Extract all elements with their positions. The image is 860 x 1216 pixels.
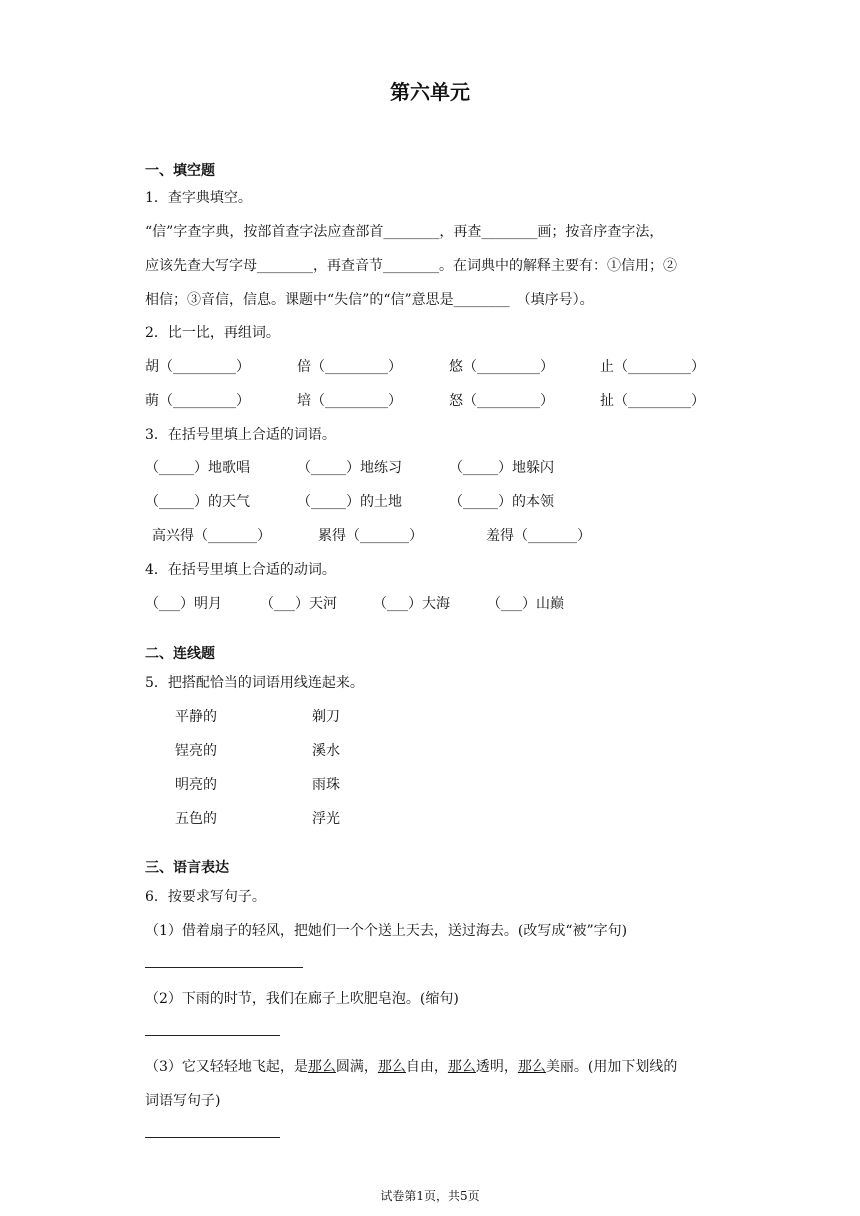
answer-line	[145, 967, 303, 968]
fill-word-item: （_____）地练习	[297, 460, 402, 476]
page-footer: 试卷第1页，共5页	[380, 1189, 480, 1203]
match-left-item: 锃亮的	[175, 743, 217, 759]
question-6-part-1: （1）借着扇子的轻风，把她们一个个送上天去，送过海去。(改写成“被”字句)	[145, 923, 628, 939]
verb-item: （___）大海	[373, 596, 450, 612]
compare-item: 止（_________）	[600, 359, 705, 375]
section-heading-fill-in: 一、填空题	[145, 163, 215, 179]
underlined-word: 那么	[377, 1059, 406, 1075]
underlined-word: 那么	[447, 1059, 476, 1075]
question-1-stem: 1．查字典填空。	[145, 190, 252, 206]
answer-line	[145, 1137, 280, 1138]
fill-word-item: （_____）的土地	[297, 494, 402, 510]
compare-item: 胡（_________）	[145, 359, 250, 375]
fill-word-item: 累得（_______）	[318, 528, 423, 544]
match-right-item: 溪水	[312, 743, 340, 759]
compare-item: 悠（_________）	[449, 359, 554, 375]
question-4-stem: 4．在括号里填上合适的动词。	[145, 562, 336, 578]
fill-word-item: （_____）的本领	[449, 494, 554, 510]
verb-item: （___）山巅	[487, 596, 564, 612]
question-1-line-2: 应该先查大写字母________，再查音节________。在词典中的解释主要有：①信用；②	[145, 258, 677, 274]
fill-word-item: （_____）的天气	[145, 494, 250, 510]
compare-item: 扯（_________）	[600, 393, 705, 409]
question-6-stem: 6．按要求写句子。	[145, 889, 266, 905]
question-6-part-2: （2）下雨的时节，我们在廊子上吹肥皂泡。(缩句)	[145, 991, 459, 1007]
fill-word-item: 高兴得（_______）	[152, 528, 271, 544]
section-heading-matching: 二、连线题	[145, 646, 215, 662]
section-heading-expression: 三、语言表达	[145, 860, 229, 876]
verb-item: （___）明月	[145, 596, 222, 612]
match-left-item: 明亮的	[175, 777, 217, 793]
match-left-item: 五色的	[175, 811, 217, 827]
verb-item: （___）天河	[260, 596, 337, 612]
page-title: 第六单元	[390, 80, 470, 104]
fill-word-item: （_____）地歌唱	[145, 460, 250, 476]
question-3-stem: 3．在括号里填上合适的词语。	[145, 427, 336, 443]
compare-item: 培（_________）	[297, 393, 402, 409]
match-right-item: 雨珠	[312, 777, 340, 793]
match-right-item: 浮光	[312, 811, 340, 827]
question-2-stem: 2．比一比，再组词。	[145, 325, 280, 341]
compare-item: 萌（_________）	[145, 393, 250, 409]
fill-word-item: （_____）地躲闪	[449, 460, 554, 476]
underlined-word: 那么	[517, 1059, 546, 1075]
question-5-stem: 5．把搭配恰当的词语用线连起来。	[145, 675, 364, 691]
question-6-part-3-cont: 词语写句子)	[145, 1093, 221, 1109]
fill-word-item: 羞得（_______）	[486, 528, 591, 544]
question-6-part-3: （3）它又轻轻地飞起，是那么圆满，那么自由，那么透明，那么美丽。(用加下划线的	[145, 1059, 678, 1075]
question-1-line-3: 相信；③音信，信息。课题中“失信”的“信”意思是________ （填序号）。	[145, 292, 594, 308]
match-right-item: 剃刀	[312, 709, 340, 725]
compare-item: 怒（_________）	[449, 393, 554, 409]
compare-item: 倍（_________）	[297, 359, 402, 375]
match-left-item: 平静的	[175, 709, 217, 725]
answer-line	[145, 1035, 280, 1036]
question-1-line-1: “信”字查字典，按部首查字法应查部首________，再查________画；按音序查字法，	[145, 224, 664, 240]
underlined-word: 那么	[307, 1059, 336, 1075]
